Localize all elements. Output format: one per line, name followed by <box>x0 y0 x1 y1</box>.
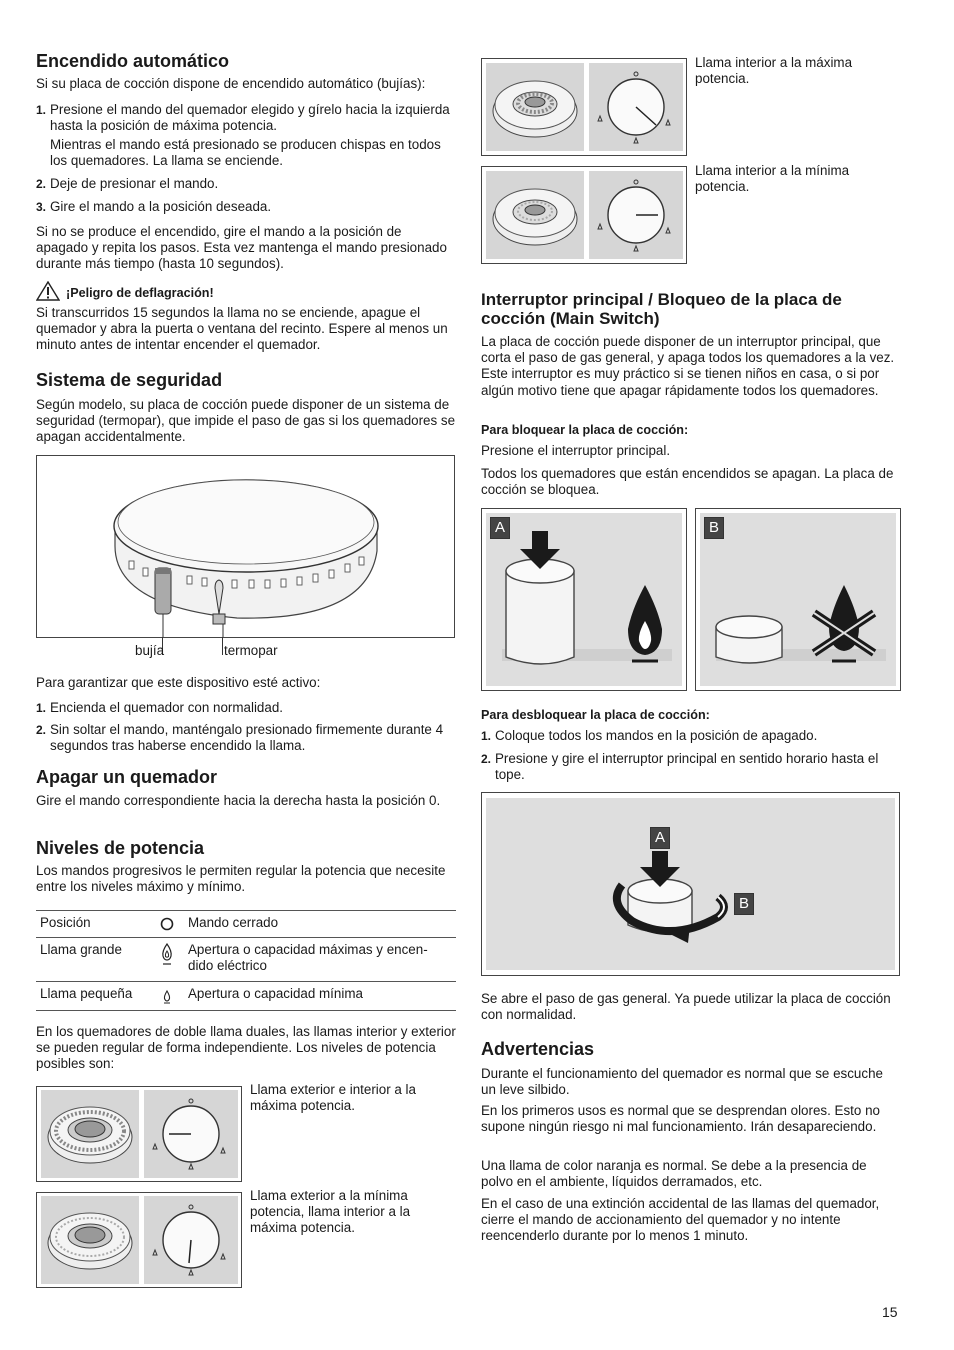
encendido-step-3: 3. Gire el mando a la posición deseada. <box>36 199 272 214</box>
main-switch-unlock-illustration <box>482 793 899 975</box>
table-row: Llama pequeña Apertura o capacidad mínima <box>36 981 456 1010</box>
unlock-label-a: A <box>650 827 670 849</box>
seguridad-step-1: 1. Encienda el quemador con normalidad. <box>36 700 283 715</box>
unlock-step-2: 2. Presione y gire el interruptor principal en sentido horario hasta el tope. <box>481 751 879 783</box>
caption-inner-1: Llama interior a la máxima potencia. <box>695 55 853 87</box>
advertencia-4: En el caso de una extinción accidental de las llamas del quemador, cierre el mando de accionamiento del quemador y no intente reencenderlo durante por lo menos 1 minuto. <box>481 1196 880 1244</box>
advertencia-3: Una llama de color naranja es normal. Se debe a la presencia de polvo en el ambiente, líquidos derramados, etc. <box>481 1158 867 1190</box>
heading-interruptor: Interruptor principal / Bloqueo de la placa de cocción (Main Switch) <box>481 290 842 328</box>
label-termopar: termopar <box>224 643 278 658</box>
burner-illustration <box>37 456 454 637</box>
niveles-dual-text: En los quemadores de doble llama duales, las llamas interior y exterior se pueden regular de forma independiente. Los niveles de potencia posibles son: <box>36 1024 456 1072</box>
inner-flame-illustration <box>482 59 686 155</box>
niveles-intro: Los mandos progresivos le permiten regular la potencia que necesite entre los niveles máximo y mínimo. <box>36 863 446 895</box>
warning-title: ¡Peligro de deflagración! <box>66 286 214 300</box>
seguridad-after: Para garantizar que este dispositivo esté activo: <box>36 675 321 690</box>
lock-title: Para bloquear la placa de cocción: <box>481 423 689 437</box>
label-bujia: bujía <box>135 643 165 658</box>
unlock-figure <box>481 792 900 976</box>
heading-apagar: Apagar un quemador <box>36 767 218 787</box>
unlock-result: Se abre el paso de gas general. Ya puede utilizar la placa de cocción con normalidad. <box>481 991 891 1023</box>
encendido-step-2: 2. Deje de presionar el mando. <box>36 176 219 191</box>
dual-burner-illustration <box>37 1193 241 1287</box>
page-number: 15 <box>882 1304 898 1320</box>
apagar-text: Gire el mando correspondiente hacia la derecha hasta la posición 0. <box>36 793 441 808</box>
caption-inner-2: Llama interior a la mínima potencia. <box>695 163 850 195</box>
figure-label-a: A <box>490 517 510 539</box>
encendido-note: Si no se produce el encendido, gire el mando a la posición de apagado y repita los pasos. Esta vez mantenga el mando presionado durante más tiempo (hasta 10 segundos). <box>36 224 447 272</box>
unlock-label-b: B <box>734 893 754 915</box>
table-row: Posición Mando cerrado <box>36 911 456 938</box>
inner-flame-figure-1 <box>481 58 687 156</box>
lock-figure-b <box>695 508 901 691</box>
heading-seguridad: Sistema de seguridad <box>36 370 223 390</box>
small-flame-icon <box>160 986 174 1004</box>
seguridad-step-2: 2. Sin soltar el mando, manténgalo presionado firmemente durante 4 segundos tras haberse encendido la llama. <box>36 722 444 754</box>
inner-flame-illustration <box>482 167 686 263</box>
heading-niveles: Niveles de potencia <box>36 838 205 858</box>
advertencia-2: En los primeros usos es normal que se desprendan olores. Esto no supone ningún riesgo ni mal funcionamiento. Irán desapareciendo. <box>481 1103 880 1135</box>
closed-circle-icon <box>160 917 174 931</box>
caption-dual-1: Llama exterior e interior a la máxima potencia. <box>250 1082 416 1114</box>
lock-step: Presione el interruptor principal. <box>481 443 671 458</box>
encendido-intro: Si su placa de cocción dispone de encendido automático (bujías): <box>36 76 426 91</box>
power-levels-table <box>36 910 456 1011</box>
dual-burner-figure-2 <box>36 1192 242 1288</box>
heading-encendido: Encendido automático <box>36 51 230 71</box>
table-row: Llama grande Apertura o capacidad máximas y encen-dido eléctrico <box>36 938 456 981</box>
unlock-step-1: 1. Coloque todos los mandos en la posición de apagado. <box>481 728 818 743</box>
encendido-step-1: 1. Presione el mando del quemador elegido y gírelo hacia la izquierda hasta la posición de máxima potencia. <box>36 102 450 134</box>
interruptor-intro: La placa de cocción puede disponer de un interruptor principal, que corta el paso de gas general, y apaga todos los quemadores a la vez. Este interruptor es muy práctico si se tienen niños en casa, o si por algún motivo tiene que apagar rápidamente todos los quemadores. <box>481 334 895 398</box>
dual-burner-illustration <box>37 1087 241 1181</box>
inner-flame-figure-2 <box>481 166 687 264</box>
large-flame-icon <box>160 942 174 966</box>
seguridad-intro: Según modelo, su placa de cocción puede disponer de un sistema de seguridad (termopar), que impide el paso de gas si los quemadores se apagan accidentalmente. <box>36 397 456 445</box>
lock-result: Todos los quemadores que están encendidos se apagan. La placa de cocción se bloquea. <box>481 466 894 498</box>
caption-dual-2: Llama exterior a la mínima potencia, llama interior a la máxima potencia. <box>250 1188 411 1236</box>
termopar-leader-line <box>222 637 223 655</box>
heading-advertencias: Advertencias <box>481 1039 595 1059</box>
dual-burner-figure-1 <box>36 1086 242 1182</box>
lock-figure-a <box>481 508 687 691</box>
encendido-step-1-note: Mientras el mando está presionado se producen chispas en todos los quemadores. La llama se enciende. <box>50 137 441 169</box>
unlock-title: Para desbloquear la placa de cocción: <box>481 708 710 722</box>
figure-label-b: B <box>704 517 724 539</box>
burner-safety-figure <box>36 455 455 638</box>
main-switch-locked-illustration <box>696 509 900 690</box>
main-switch-press-illustration <box>482 509 686 690</box>
advertencia-1: Durante el funcionamiento del quemador es normal que se escuche un leve silbido. <box>481 1066 883 1098</box>
warning-triangle-icon <box>36 281 60 301</box>
warning-text: Si transcurridos 15 segundos la llama no se enciende, apague el quemador y abra la puerta o ventana del recinto. Espere al menos un minuto antes de intentar encender el quemador. <box>36 305 448 353</box>
